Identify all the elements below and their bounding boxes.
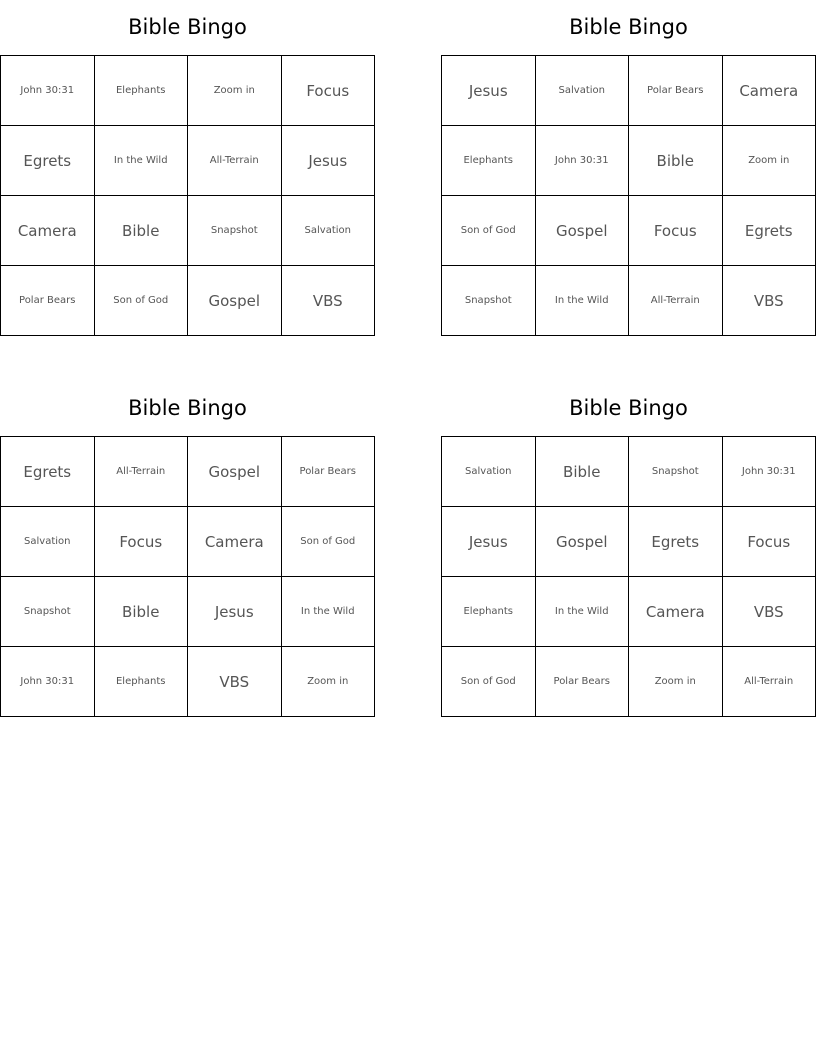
bingo-cell: Elephants [95, 56, 189, 126]
bingo-cell: Jesus [282, 126, 376, 196]
bingo-cell: Jesus [188, 577, 282, 647]
bingo-cell: Snapshot [442, 266, 536, 336]
bingo-cell: Jesus [442, 507, 536, 577]
bingo-cell: Elephants [442, 577, 536, 647]
bingo-cell: Bible [95, 577, 189, 647]
bingo-cell: Bible [536, 437, 630, 507]
bingo-cell: Egrets [629, 507, 723, 577]
bingo-card [0, 0, 375, 336]
bingo-cell: Elephants [95, 647, 189, 717]
card-title: Bible Bingo [128, 15, 247, 39]
bingo-cell: Polar Bears [1, 266, 95, 336]
bingo-cell: Zoom in [723, 126, 816, 196]
bingo-cell: Gospel [536, 196, 630, 266]
bingo-cell: Salvation [442, 437, 536, 507]
bingo-cell: Gospel [536, 507, 630, 577]
bingo-cell: Camera [1, 196, 95, 266]
bingo-cell: Son of God [442, 196, 536, 266]
bingo-cell: Camera [188, 507, 282, 577]
bingo-cell: Polar Bears [282, 437, 376, 507]
bingo-grid [441, 436, 816, 717]
bingo-cell: In the Wild [536, 266, 630, 336]
bingo-cell: All-Terrain [629, 266, 723, 336]
bingo-cell: Snapshot [629, 437, 723, 507]
bingo-cell: Gospel [188, 266, 282, 336]
bingo-cell: In the Wild [282, 577, 376, 647]
bingo-cell: Polar Bears [629, 56, 723, 126]
bingo-cell: All-Terrain [95, 437, 189, 507]
bingo-cell: Salvation [282, 196, 376, 266]
bingo-cell: Son of God [282, 507, 376, 577]
bingo-cell: Egrets [1, 437, 95, 507]
bingo-card [441, 0, 816, 336]
card-title: Bible Bingo [128, 396, 247, 420]
bingo-cell: Egrets [723, 196, 816, 266]
bingo-cell: Salvation [536, 56, 630, 126]
bingo-cell: Zoom in [629, 647, 723, 717]
bingo-cell: Focus [629, 196, 723, 266]
bingo-grid [441, 55, 816, 336]
bingo-cell: Salvation [1, 507, 95, 577]
bingo-cell: VBS [282, 266, 376, 336]
bingo-card [441, 381, 816, 717]
bingo-cell: John 30:31 [1, 56, 95, 126]
bingo-cell: VBS [723, 266, 816, 336]
bingo-cell: Focus [95, 507, 189, 577]
bingo-cell: John 30:31 [536, 126, 630, 196]
bingo-cell: Son of God [95, 266, 189, 336]
bingo-cell: Jesus [442, 56, 536, 126]
bingo-cell: VBS [188, 647, 282, 717]
card-title: Bible Bingo [569, 396, 688, 420]
bingo-cell: John 30:31 [1, 647, 95, 717]
bingo-cell: Zoom in [282, 647, 376, 717]
bingo-cell: Snapshot [1, 577, 95, 647]
bingo-card [0, 381, 375, 717]
bingo-cell: Polar Bears [536, 647, 630, 717]
bingo-cell: Snapshot [188, 196, 282, 266]
bingo-cell: Camera [629, 577, 723, 647]
bingo-cell: Camera [723, 56, 816, 126]
bingo-cell: Egrets [1, 126, 95, 196]
bingo-cell: Son of God [442, 647, 536, 717]
bingo-cell: Zoom in [188, 56, 282, 126]
bingo-cell: John 30:31 [723, 437, 816, 507]
bingo-cell: All-Terrain [723, 647, 816, 717]
bingo-cell: Focus [723, 507, 816, 577]
bingo-cell: Bible [629, 126, 723, 196]
bingo-cell: Bible [95, 196, 189, 266]
card-title: Bible Bingo [569, 15, 688, 39]
bingo-cell: Focus [282, 56, 376, 126]
bingo-grid [0, 436, 375, 717]
bingo-cell: Gospel [188, 437, 282, 507]
bingo-cell: All-Terrain [188, 126, 282, 196]
bingo-cell: In the Wild [95, 126, 189, 196]
bingo-cell: Elephants [442, 126, 536, 196]
bingo-grid [0, 55, 375, 336]
bingo-cell: In the Wild [536, 577, 630, 647]
bingo-cell: VBS [723, 577, 816, 647]
